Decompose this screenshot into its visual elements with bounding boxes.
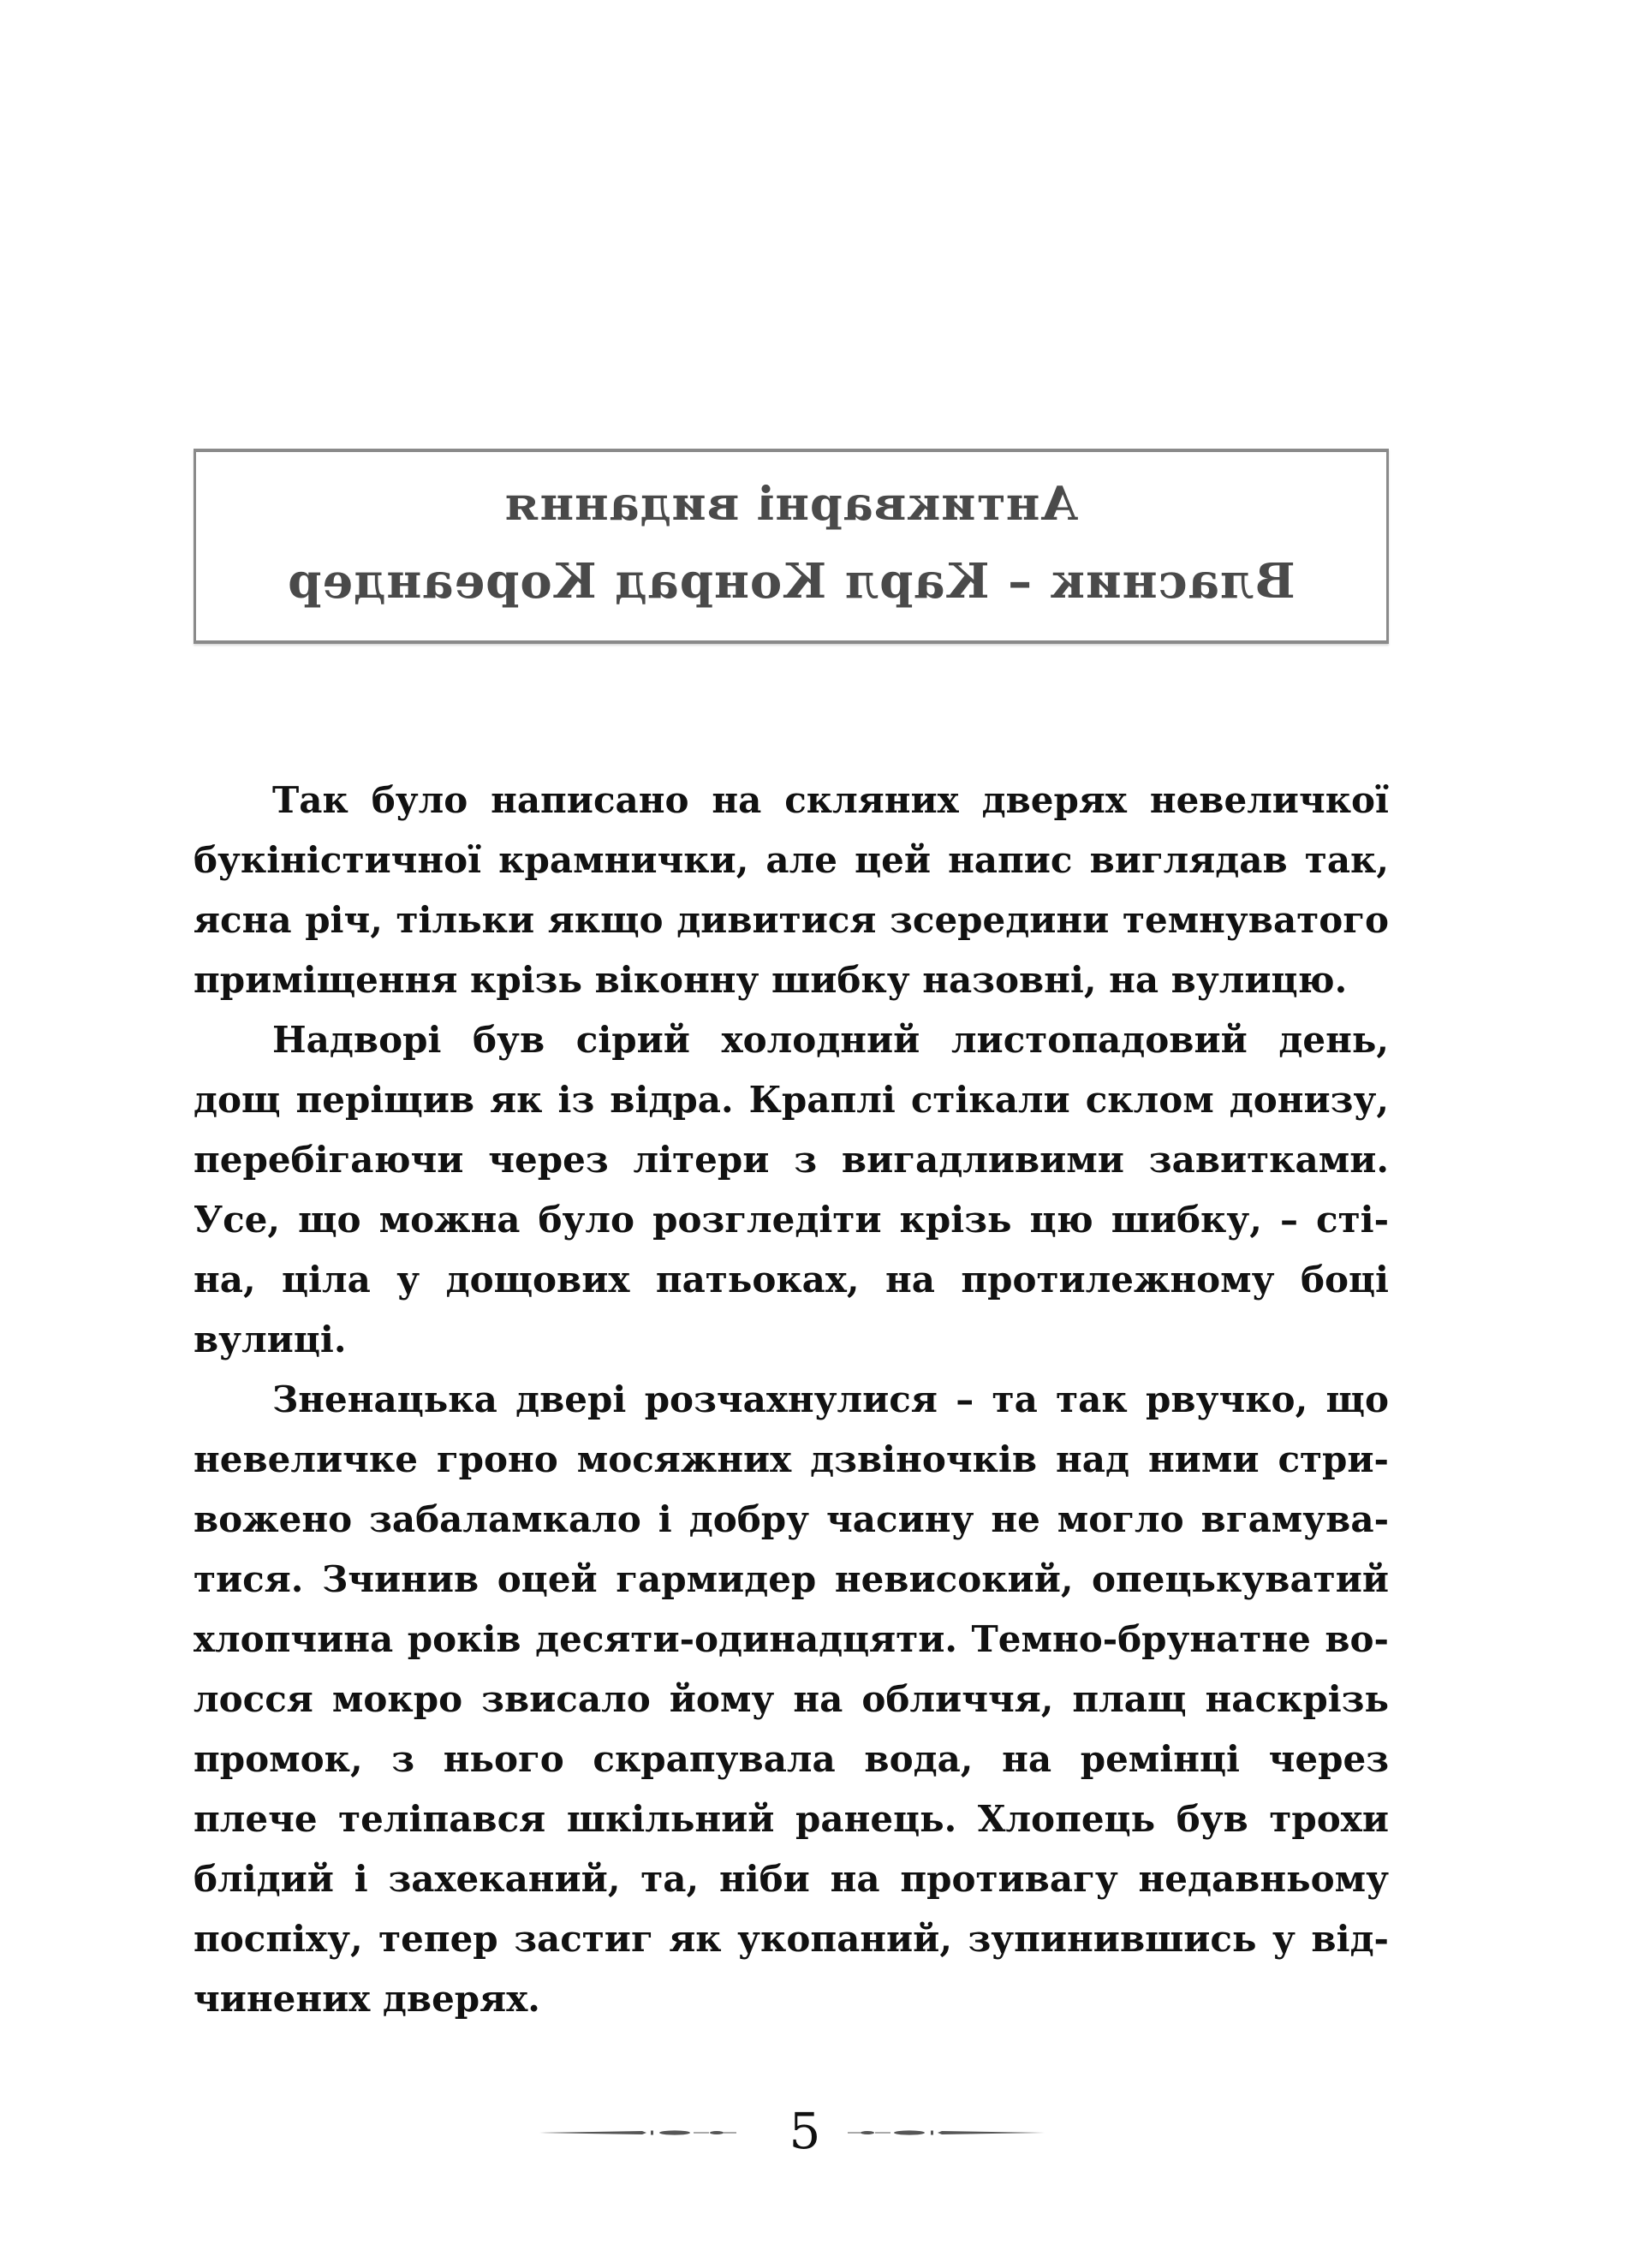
text-line: Усе, що можна було розгледіти крізь цю шибку, – сті- [194,1199,1389,1241]
text-line: вожено забаламкало і добру часину не могло вгамува- [194,1498,1389,1540]
text-line: поспіху, тепер застиг як укопаний, зупинившись у від- [194,1918,1389,1960]
sign-line-owner: Власник – Карл Конрад Кореандер [287,553,1296,610]
text-line: перебігаючи через літери з вигадливими завитками. [194,1139,1389,1181]
text-line: Зненацька двері розчахнулися – та так рвучко, що [272,1378,1389,1420]
text-line: чинених дверях. [194,1978,540,2020]
text-line: на, ціла у дощових патьоках, на протилежному боці [194,1259,1389,1301]
text-line: блідий і захеканий, та, ніби на противагу недавньому [194,1858,1389,1900]
page-number: 5 [789,2102,821,2160]
text-line: лосся мокро звисало йому на обличчя, плащ наскрізь [194,1678,1389,1720]
text-line: промок, з нього скрапувала вода, на ремінці через [194,1738,1389,1780]
ornament-right-icon [848,2130,1045,2135]
text-line: вулиці. [194,1319,347,1360]
paragraph-3 [194,1370,1389,2029]
text-line: Надворі був сірий холодний листопадовий день, [272,1019,1389,1061]
text-line: невеличке гроно мосяжних дзвіночків над ними стри- [194,1438,1389,1480]
text-line: Так було написано на скляних дверях невеличкої [272,779,1389,821]
text-line: дощ періщив як із відра. Краплі стікали склом донизу, [194,1079,1389,1121]
text-line: тися. Зчинив оцей гармидер невисокий, опецькуватий [194,1558,1389,1600]
page-footer [0,2102,1644,2162]
ornament-left-icon [539,2130,736,2135]
sign-line-shop-name: Антикварні видання [503,476,1079,531]
shop-sign-box [194,449,1389,644]
text-line: букіністичної крамнички, але цей напис виглядав так, [194,839,1389,881]
paragraph-1 [194,771,1389,1010]
text-line: ясна річ, тільки якщо дивитися зсередини темнуватого [194,899,1389,941]
text-line: приміщення крізь віконну шибку назовні, на вулицю. [194,959,1348,1001]
text-line: плече теліпався шкільний ранець. Хлопець був трохи [194,1798,1389,1840]
body-text [194,771,1389,2029]
text-line: хлопчина років десяти-одинадцяти. Темно-брунатне во- [194,1618,1389,1660]
paragraph-2 [194,1010,1389,1370]
